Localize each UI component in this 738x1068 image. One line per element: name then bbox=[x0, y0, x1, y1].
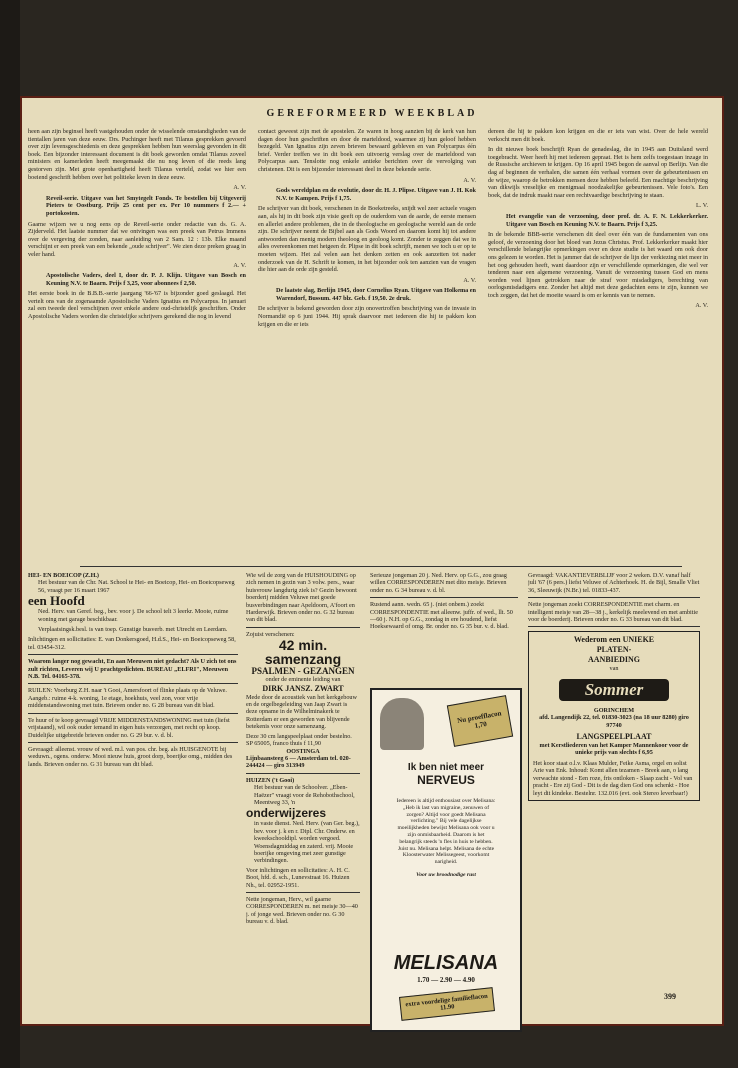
ad-subheading: PSALMEN - GEZANGEN bbox=[251, 666, 355, 677]
ad-divider bbox=[28, 683, 238, 684]
price-sticker: Nu proefflacon 1,70 bbox=[447, 695, 513, 747]
signature: L. V. bbox=[696, 202, 708, 210]
paragraph: dereen die hij te pakken kon krijgen en die er iets van wist. Over de hele wereld verkocht men dit boek. bbox=[488, 128, 708, 143]
paragraph: In de bekende BBB-serie verschenen dit deel over één van de fundamenten van ons geloof, de verzoening door het bloed van Jezus Christus. Prof. Lekkerkerker maakt hier verschillende belangrijke opmerkingen over en deze studie is het waard om ook door ons gelezen te worden. Het is jammer dat de schrijver de lijn der verkiezing niet meer in het oog gehouden heeft, want daardoor zijn er verschillende opmerkingen, die wel ver tenderen naar een algemene verzoening. Vanuit de verzoening tussen God en mens worden veel lijnen getrokken naar de straf voor misdadigers, berechting van oorlogsmisdadigers enz. Zonder het altijd met deze gedachten eens te zijn, kunnen we toch zeggen, dat het de moeite waard is om er kennis van te nemen. bbox=[488, 231, 708, 299]
ads-column-1 bbox=[28, 572, 238, 1022]
signature: A. V. bbox=[463, 176, 476, 184]
ad-text bbox=[396, 798, 496, 879]
paragraph: contact geweest zijn met de apostelen. Ze waren in hoog aanzien bij de kerk van hun dagen door hun geschriften en door de marteldood, waarmee zij hun geloof hebben bezegeld. Van Ignatius zijn zeven brieven bewaard gebleven en van Polycarpus één brief. Verder treffen we in dit boek een uitvoerig verslag over de marteldood van Polycarpus aan. Tenslotte nog enkele antieke berichten over de vervolging van christenen. Dit is een bijzonder interessant deel in deze bekende serie. bbox=[258, 128, 476, 173]
ad-text: Gevraagd: alleenst. vrouw of wed. m.l. van pos. chr. beg. als HUISGENOTE bij weduwn., ogens. onderw. Mooi nieuw huis, groot dorp, boerijke omg., midden des lands. Brieven onder no. G 31 bureau van dit blad. bbox=[28, 745, 233, 768]
ad-text: Waarom langer nog gewacht, En aan Meeuwen niet gedacht? Als U zich tot ons zult richten, Leveren wij U prachtgedichten. BUREAU „ELFRI", Meeuwen N.B. Tel. 04165-378. bbox=[28, 658, 237, 681]
melisana-advertisement bbox=[370, 688, 522, 1032]
ad-text: onder de eminente leiding van bbox=[265, 676, 341, 684]
paragraph: De schrijver van dit boek, verschenen in de Boeketreeks, snijdt wel zeer actuele vragen aan, als hij in dit boek zijn visie geeft op de ouderdom van de aarde, de eerste mensen en allerlei andere problemen, die in de theologische en geologische wereld aan de orde zijn. De schrijver neemt de Bijbel aan als Gods Woord en daarom komt hij tot andere antwoorden dan menig modern theoloog en geoloog komt. Zonder te zeggen dat we in alles overeenkomen met hetgeen dr. Plipse in dit boek schrijft, menen we toch u er op te moeten wijzen. Het zal velen aan het denken zetten en ook aanzetten tot nader onderzoek van de H. Schrift te komen, in het bijzonder ook ten aanzien van de vragen die hier aan de orde zijn gesteld. bbox=[258, 205, 476, 274]
ad-headline: PLATEN- bbox=[596, 645, 632, 655]
ad-text: RUILEN: Voorburg Z.H. naar 't Gooi, Amersfoort of flinke plaats op de Veluwe. Aangeb.: ruime 4-k. woning, 1e etage, hoekhuis, veel zon, voor vrije middenstandswoning met tuin. Brieven onder no. G 28 bureau van dit blad. bbox=[28, 687, 227, 710]
signature: A. V. bbox=[233, 261, 246, 269]
ad-text: van bbox=[609, 665, 619, 673]
ads-column-2 bbox=[246, 572, 360, 1022]
sommer-advertisement bbox=[528, 631, 700, 800]
ad-text: Het bestuur van de Schoolver. „Eben-Haëzer" vraagt voor de Rehobothschool, Meentweg 33, 'n bbox=[254, 784, 355, 806]
ads-column-4 bbox=[528, 572, 700, 992]
ad-headline: 42 min. samenzang bbox=[264, 637, 342, 668]
woman-photo bbox=[380, 698, 424, 750]
running-header: GEREFORMEERD WEEKBLAD bbox=[266, 108, 478, 119]
ads-column-3 bbox=[370, 572, 518, 682]
section-divider bbox=[80, 566, 682, 567]
ad-subheading: LANGSPEELPLAAT bbox=[576, 732, 652, 742]
signature: A. V. bbox=[695, 302, 708, 310]
signature: A. V. bbox=[233, 184, 246, 192]
ad-text: Nette jongeman, Herv., wil gaarne CORRESPONDEREN m. net meisje 30—40 j. of jonge wed. Brieven onder no. G 30 bureau v. d. blad. bbox=[246, 896, 358, 926]
review-column-1 bbox=[28, 128, 246, 564]
ad-divider bbox=[370, 597, 518, 598]
ad-shop-name: OOSTINGA bbox=[286, 747, 320, 755]
paragraph: heen aan zijn beginsel heeft vastgehouden onder de wisselende omstandigheden van de tientallen jaren van deze eeuw. Drs. Puchinger heeft met Tilanus gesprekken gevoerd over zijn levensgeschiedenis en deze gesprekken hebben hun weerslag gevonden in dit boek. Een bijzonder interessant document is dit boek geworden omdat Tilanus zoveel ministers en kamerleden heeft meegemaakt die nu nog leven of die reeds lang gestorven zijn. Met grote openhartigheid heeft Tilanus verteld, zodat we hier een boeiend geschrift hebben over het politieke leven in deze eeuw. bbox=[28, 128, 246, 181]
ad-text: Wie wil de zorg van de HUISHOUDING op zich nemen in gezin van 3 volw. pers., waar huisvrouw langdurig ziek is? Gezin bewoont boerderij midden Veluwe met goede busverbindingen naar Apeldoorn, A'foort en Harderwijk. Brieven onder no. G 32 bureau van dit blad. bbox=[246, 572, 357, 624]
brand-logo: MELISANA bbox=[393, 952, 499, 974]
book-title: Gods wereldplan en de evolutie, door dr. H. J. Plipse. Uitgave van J. H. Kok N.V. te Kampen. Prijs f 1,75. bbox=[276, 187, 476, 202]
review-column-2 bbox=[258, 128, 476, 564]
ad-text: Te huur of te koop gevraagd VRIJE MIDDENSTANDSWONING met tuin (liefst vrijstaand), wil ook ouder iemand in eigen huis verzorgen, met recht op koop. Duidelijke uitgebreide brieven onder no. G 29 bur. v. d. bl. bbox=[28, 716, 230, 739]
ad-text: Lijnbaansteeg 6 — Amsterdam tel. 020-244424 — giro 313949 bbox=[246, 754, 351, 770]
book-title: Apostolische Vaders, deel I, door dr. P. J. Klijn. Uitgave van Bosch en Keuning N.V. te Baarn. Prijs f 3,25, voor abonnees f 2,50. bbox=[46, 272, 246, 287]
ad-divider bbox=[28, 742, 238, 743]
book-title: Reveil-serie. Uitgave van het Smytegelt Fonds. Te bestellen bij Uitgeverij Pieters te Oostburg. Prijs 25 cent per ex. Per 10 nummers f 2.— + portokosten. bbox=[46, 194, 246, 217]
ad-tagline: Voor uw broodnodige rust bbox=[416, 871, 476, 878]
ad-text: met Kerstliederen van het Kamper Mannenkoor voor de unieke prijs van slechts f 6,95 bbox=[539, 742, 689, 757]
ad-heading: HUIZEN ('t Gooi) bbox=[246, 776, 295, 784]
signature: A. V. bbox=[463, 276, 476, 284]
magazine-page bbox=[20, 96, 724, 1026]
price-badge: extra voordelige familieflacon 11.90 bbox=[399, 987, 495, 1021]
book-title: De laatste slag, Berlijn 1945, door Cornelius Ryan. Uitgave van Holkema en Warendorf, Bussum. 447 blz. Geb. f 19,50. 2e druk. bbox=[276, 287, 476, 302]
ad-divider bbox=[28, 713, 238, 714]
ad-divider bbox=[528, 626, 700, 627]
ad-city: GORINCHEM bbox=[593, 706, 635, 714]
ad-heading: HEI- EN BOEICOP (Z.H.) bbox=[28, 572, 99, 579]
ad-text: in vaste dienst. Ned. Herv. (van Ger. beg.), bev. voor j. k en r. Dipl. Chr. Onderw. en kweekschooldipl. worden vergoed. Woensdagmiddag en zaterd. vrij. Mooie boerijke omgeving met zeer gunstige verbindingen. bbox=[254, 820, 360, 865]
ad-text: Serieuze jongeman 20 j. Ned. Herv. op G.G., zou graag willen CORRESPONDEREN met dito meisje. Brieven onder no. G 34 bureau v. d. bl. bbox=[370, 572, 507, 594]
ad-headline bbox=[378, 762, 514, 787]
paragraph: Het eerste boek in de B.B.B.-serie jaargang '66-'67 is bijzonder goed geslaagd. Het vertelt ons van de zogenaamde Apostolische Vaders Ignatius en Polycarpus. In januari zal een tweede deel verschijnen over enkele andere oud-christelijk geschriften. Onder Apostolische Vaders worden die christelijke schrijvers gerekend die nog in levend bbox=[28, 290, 246, 321]
review-column-3 bbox=[488, 128, 708, 564]
sommer-logo: Sommer bbox=[559, 679, 669, 701]
ad-text: Rustend aann. wedn. 65 j. (niet onbem.) zoekt CORRESPONDENTIE met alleenw. juffr. of wed., llt. 50—60 j. N.H. op G.G., zondag in ere houdend, liefst Hoeksewaard of omg. Br. onder no. G 35 bur. v. d. blad. bbox=[370, 601, 513, 631]
ad-headline: Wederom een UNIEKE bbox=[573, 635, 655, 645]
paragraph: In dit nieuwe boek beschrijft Ryan de genadeslag, die in 1945 aan Duitsland werd toegebracht. Weer heeft hij met iedereen gepraat. Het is hem zelfs toegestaan inzage in de Russische archieven te krijgen. Op 16 april 1945 begon de aanval op Berlijn. Van die dag af beginnen de verhalen, die samen één verhaal vormen over de gebeurtenissen en de wijze, waarop de betrokken mensen deze hebben beleefd. Een machtige beschrijving van dikwijls vreselijke en menigmaal noodzakelijke gebeurtenissen. Vele foto's. Een boek, dat de indruk maakt naar een rechtvaardige beschrijving te staan. bbox=[488, 146, 708, 199]
ad-text: Inlichtingen en sollicitaties: E. van Donkersgoed, H.d.S., Hei- en Boeicopseweg 58, tel. 03454-312. bbox=[28, 636, 236, 651]
paragraph: Gaarne wijzen we u nog eens op de Reveil-serie onder redactie van ds. G. A. Zijderveld. Het laatste nummer dat we ontvingen was een preek van Petrus Immens over de vergeving der zonden, naar aanleiding van 2 Sam. 12 : 13b. Elke maand verschijnt er een preek van een bekende „oude schrijver". We zien deze preken graag in veler hand. bbox=[28, 220, 246, 258]
ad-divider bbox=[246, 627, 360, 628]
ad-text: Verplaatsingsk.besl. is van toep. Gunstige busverb. met Utrecht en Leerdam. bbox=[38, 626, 228, 634]
ad-text: Iedereen is altijd enthousiast over Melisana: „Heb ik last van migraine, zenuwen of zorgen? Altijd voor goedt Melisana verlichting." Bij vele dagelijkse moeilijkheden bewijst Melisana ook voor u zijn onmisbaarheid. Daarom is het belangrijk steeds 'n fles in huis te hebben. Juist nu. Melisana helpt. Melisana de echte Kloosterwater Melissegeest, voorkomt narigheid. bbox=[396, 798, 496, 866]
ad-headline: AANBIEDING bbox=[587, 655, 640, 665]
ad-text: Mede door de acoustiek van het kerkgebouw en de orgelbegeleiding van Jaap Zwart is deze opname in de Wilhelminakerk te Rotterdam er een geworden van blijvende betekenis voor onze samenzang. bbox=[246, 693, 357, 731]
price-list: 1.70 — 2.90 — 4.90 bbox=[417, 976, 475, 984]
ad-headline-line: Ik ben niet meer bbox=[407, 762, 485, 773]
ad-divider bbox=[246, 892, 360, 893]
ad-text: Zojuist verschenen: bbox=[246, 630, 295, 638]
ad-text: Deze 30 cm langspeelplaat onder bestelno. SP 65005, franco thuis f 11,90 bbox=[246, 732, 352, 748]
book-binding bbox=[0, 0, 20, 1068]
ad-text: Gevraagd: VAKANTIEVERBLIJF voor 2 weken. D.V. vanaf half juli '67 (6 pers.) liefst Veluwe of Achterhoek. H. de Bijl, Smalle Vliet 36, Sleeuwijk (N.Br.) tel. 01833-437. bbox=[528, 572, 700, 594]
ad-divider bbox=[246, 773, 360, 774]
ad-headline: een Hoofd bbox=[28, 593, 85, 609]
ad-text: Nette jongeman zoekt CORRESPONDENTIE met charm. en intelligent meisje van 28—38 j., kerkelijk meelevend en met ambitie voor de boerderij. Brieven onder no. G 33 bureau van dit blad. bbox=[528, 601, 698, 624]
book-title: Het evangelie van de verzoening, door prof. dr. A. F. N. Lekkerkerker. Uitgave van Bosch en Keuning N.V. te Baarn. Prijs f 3,25. bbox=[506, 212, 708, 228]
ad-headline-line: NERVEUS bbox=[417, 773, 475, 787]
ad-divider bbox=[28, 654, 238, 655]
ad-divider bbox=[528, 597, 700, 598]
ad-text: Ned. Herv. van Geref. beg., bev. voor j. De school telt 3 leerkr. Mooie, ruime woning met garage beschikbaar. bbox=[38, 608, 229, 623]
ad-text: Voor inlichtingen en sollicitaties: A. H. C. Boot, hfd. d. sch., Lunevstraat 16. Huizen Nh., tel. 02952-1951. bbox=[246, 866, 350, 889]
ad-headline: onderwijzeres bbox=[246, 806, 327, 821]
ad-text: Het koor staat o.l.v. Klaas Mulder, Feike Asma, orgel en solist Arie van Enk. Inhoud: Komt allen tezamen - Breek aan, o lang verwachte stond - Een roze, fris ontloken - Slaap zacht - Vol van pracht - Ere zij God - Dit is de dag dien God ons schenkt - Hoe leyt dit kindeke. Bestelnr. 132.016 (evt. ook Stereo leverbaar!) bbox=[533, 759, 693, 797]
paragraph: De schrijver is bekend geworden door zijn onovertroffen beschrijving van de invasie in Normandië op 6 juni 1944. Hij sprak daarvoor met iedereen die hij te pakken kon krijgen en die er iets bbox=[258, 305, 476, 328]
page-number: 399 bbox=[664, 992, 676, 1001]
ad-subheading: DIRK JANSZ. ZWART bbox=[262, 683, 344, 693]
ad-address: afd. Langendijk 22, tel. 01830-3023 (na 18 uur 8280) giro 97740 bbox=[539, 714, 689, 729]
ad-text: Het bestuur van de Chr. Nat. School te Hei- en Boeicop, Hei- en Boeicopseweg 56, vraagt per 16 maart 1967 bbox=[38, 579, 235, 594]
